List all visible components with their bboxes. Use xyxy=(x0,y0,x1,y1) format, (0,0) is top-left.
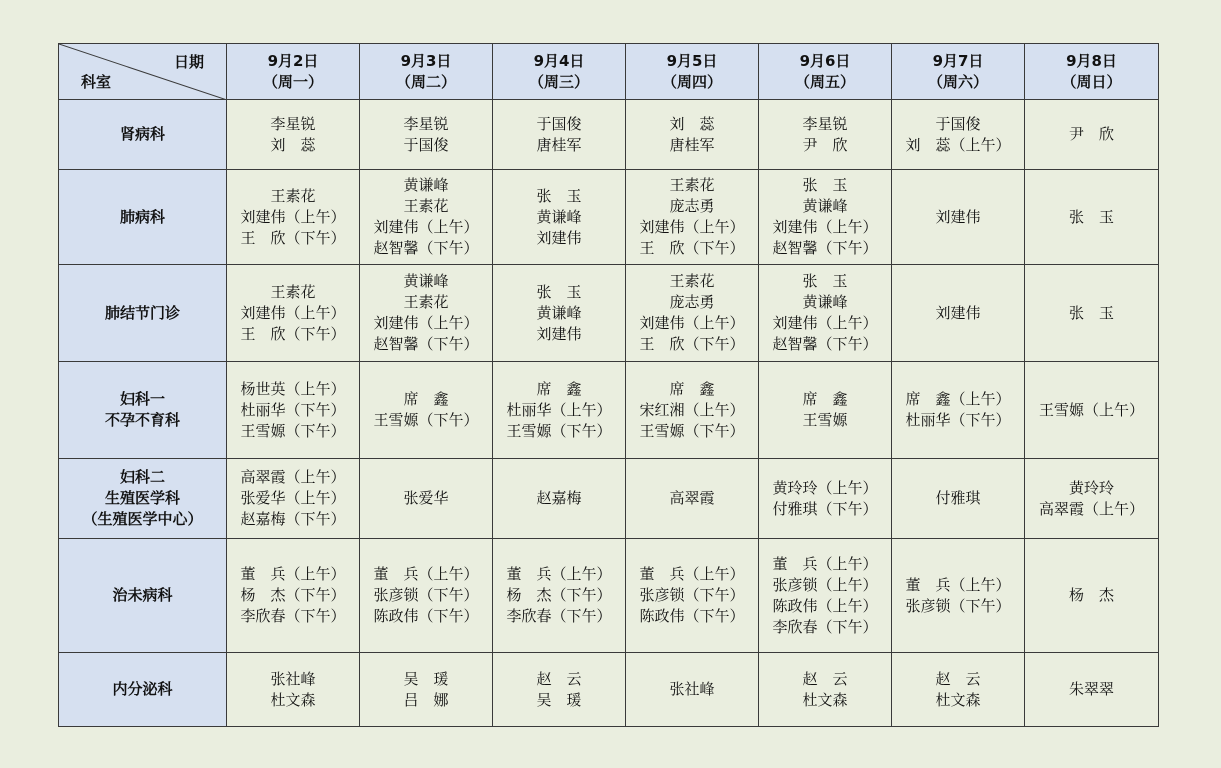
doctor-entry: 王雪嫄（上午） xyxy=(1038,400,1144,419)
doctor-entry: 庞志勇 xyxy=(669,197,715,215)
doctor-entry: 黄谦峰 xyxy=(536,207,582,226)
date-header xyxy=(227,44,360,100)
schedule-cell xyxy=(493,170,626,265)
doctor-entry: 付雅琪 xyxy=(935,489,981,507)
doctor-entry: 杜文森 xyxy=(270,690,316,709)
doctor-entry: 王 欣（下午） xyxy=(639,239,745,257)
date-header xyxy=(360,44,493,100)
doctor-entry: 刘建伟（上午） xyxy=(639,314,745,332)
weekday-label: （周三） xyxy=(528,72,589,91)
schedule-cell xyxy=(227,653,360,727)
schedule-cell xyxy=(759,265,892,362)
department-name: 肺结节门诊 xyxy=(104,303,180,322)
doctor-entry: 张彦锁（下午） xyxy=(373,586,479,604)
schedule-cell xyxy=(759,170,892,265)
department-cell xyxy=(59,362,227,459)
weekday-label: （周日） xyxy=(1061,72,1122,91)
schedule-cell xyxy=(759,459,892,539)
doctor-entry: 唐桂军 xyxy=(669,135,715,154)
schedule-cell xyxy=(1025,265,1159,362)
doctor-entry: 席 鑫 xyxy=(802,390,848,408)
table-row xyxy=(59,459,1159,539)
schedule-cell xyxy=(626,362,759,459)
table-row xyxy=(59,100,1159,170)
doctor-entry: 于国俊 xyxy=(935,114,981,133)
doctor-entry: 王素花 xyxy=(403,293,449,311)
date-label: 9月7日 xyxy=(932,51,984,70)
department-name: 治未病科 xyxy=(112,586,173,604)
doctor-entry: 王 欣（下午） xyxy=(639,335,745,353)
schedule-cell xyxy=(360,265,493,362)
schedule-cell xyxy=(360,459,493,539)
department-cell xyxy=(59,100,227,170)
doctor-entry: 刘 蕊（上午） xyxy=(905,135,1011,154)
schedule-cell xyxy=(360,170,493,265)
doctor-entry: 杜丽华（下午） xyxy=(905,411,1011,429)
doctor-entry: 杜文森 xyxy=(935,690,981,709)
schedule-cell xyxy=(227,539,360,653)
department-name: （生殖医学中心） xyxy=(82,510,203,528)
schedule-cell xyxy=(360,100,493,170)
schedule-cell xyxy=(626,459,759,539)
doctor-entry: 张社峰 xyxy=(669,680,715,698)
doctor-entry: 庞志勇 xyxy=(669,293,715,311)
doctor-entry: 董 兵（上午） xyxy=(506,565,612,583)
doctor-entry: 赵智馨（下午） xyxy=(373,239,479,257)
department-cell xyxy=(59,170,227,265)
doctor-entry: 高翠霞（上午） xyxy=(1038,499,1144,518)
doctor-entry: 王雪嫄（下午） xyxy=(506,421,612,440)
doctor-entry: 张爱华（上午） xyxy=(240,489,346,507)
doctor-entry: 张爱华 xyxy=(403,489,449,507)
doctor-entry: 吴 瑗 xyxy=(403,669,449,688)
schedule-cell xyxy=(493,362,626,459)
weekday-label: （周二） xyxy=(395,72,456,91)
doctor-entry: 刘建伟 xyxy=(536,228,582,247)
date-header xyxy=(626,44,759,100)
weekday-label: （周一） xyxy=(262,72,323,91)
doctor-entry: 于国俊 xyxy=(403,135,449,154)
doctor-entry: 刘建伟（上午） xyxy=(240,207,346,226)
doctor-entry: 黄谦峰 xyxy=(536,303,582,322)
doctor-entry: 杨 杰 xyxy=(1068,586,1114,604)
doctor-entry: 黄谦峰 xyxy=(403,272,449,290)
doctor-entry: 黄谦峰 xyxy=(802,197,848,215)
doctor-entry: 王素花 xyxy=(669,176,715,194)
doctor-entry: 赵智馨（下午） xyxy=(772,335,878,353)
doctor-entry: 陈政伟（下午） xyxy=(373,607,479,625)
department-name: 生殖医学科 xyxy=(104,489,180,507)
date-label: 9月3日 xyxy=(400,51,452,70)
doctor-entry: 王素花 xyxy=(270,186,316,205)
weekday-label: （周六） xyxy=(927,72,988,91)
table-row xyxy=(59,265,1159,362)
schedule-cell xyxy=(892,100,1025,170)
schedule-cell xyxy=(892,653,1025,727)
doctor-entry: 王雪嫄（下午） xyxy=(639,421,745,440)
department-cell xyxy=(59,265,227,362)
doctor-entry: 董 兵（上午） xyxy=(772,554,878,573)
doctor-entry: 黄谦峰 xyxy=(802,293,848,311)
table-row xyxy=(59,362,1159,459)
doctor-entry: 刘建伟（上午） xyxy=(373,314,479,332)
schedule-cell xyxy=(493,100,626,170)
doctor-entry: 赵 云 xyxy=(536,669,582,688)
doctor-entry: 赵嘉梅 xyxy=(536,489,582,507)
doctor-entry: 刘建伟（上午） xyxy=(373,218,479,236)
weekday-label: （周四） xyxy=(661,72,722,91)
corner-header xyxy=(59,44,227,100)
doctor-entry: 黄谦峰 xyxy=(403,176,449,194)
schedule-cell xyxy=(493,653,626,727)
date-label: 9月5日 xyxy=(666,51,718,70)
schedule-cell xyxy=(1025,539,1159,653)
schedule-cell xyxy=(360,653,493,727)
doctor-entry: 陈政伟（下午） xyxy=(639,607,745,625)
doctor-entry: 黄玲玲 xyxy=(1068,478,1114,497)
date-label: 9月2日 xyxy=(267,51,319,70)
doctor-entry: 吕 娜 xyxy=(403,690,449,709)
schedule-cell xyxy=(892,170,1025,265)
department-name: 不孕不育科 xyxy=(104,411,180,429)
doctor-entry: 刘建伟（上午） xyxy=(772,218,878,236)
date-label: 9月8日 xyxy=(1066,51,1117,70)
doctor-entry: 张社峰 xyxy=(270,669,316,688)
schedule-cell xyxy=(626,539,759,653)
date-label: 9月6日 xyxy=(799,51,851,70)
doctor-entry: 杜丽华（下午） xyxy=(240,400,346,419)
schedule-cell xyxy=(626,100,759,170)
doctor-entry: 董 兵（上午） xyxy=(905,575,1011,594)
doctor-entry: 董 兵（上午） xyxy=(373,565,479,583)
doctor-entry: 刘 蕊 xyxy=(669,114,715,133)
doctor-entry: 高翠霞 xyxy=(669,489,715,507)
doctor-entry: 杨 杰（下午） xyxy=(240,586,346,604)
doctor-entry: 赵嘉梅（下午） xyxy=(240,510,346,528)
doctor-entry: 赵 云 xyxy=(802,669,848,688)
doctor-entry: 朱翠翠 xyxy=(1068,680,1114,698)
doctor-entry: 赵智馨（下午） xyxy=(772,239,878,257)
doctor-entry: 付雅琪（下午） xyxy=(772,499,878,518)
doctor-entry: 刘建伟 xyxy=(536,324,582,343)
date-header xyxy=(759,44,892,100)
date-header xyxy=(493,44,626,100)
schedule-body xyxy=(59,100,1159,727)
doctor-entry: 张 玉 xyxy=(536,186,582,205)
table-row xyxy=(59,539,1159,653)
schedule-cell xyxy=(759,362,892,459)
header-row xyxy=(59,44,1159,100)
doctor-entry: 吴 瑗 xyxy=(536,690,582,709)
table-row xyxy=(59,170,1159,265)
doctor-entry: 席 鑫（上午） xyxy=(905,390,1011,408)
doctor-entry: 张彦锁（下午） xyxy=(639,586,745,604)
doctor-entry: 李欣春（下午） xyxy=(240,607,346,625)
schedule-cell xyxy=(227,362,360,459)
schedule-cell xyxy=(892,539,1025,653)
schedule-cell xyxy=(892,459,1025,539)
department-name: 肺病科 xyxy=(119,207,165,226)
department-name: 内分泌科 xyxy=(112,680,173,698)
doctor-entry: 赵智馨（下午） xyxy=(373,335,479,353)
schedule-cell xyxy=(759,539,892,653)
department-name: 妇科二 xyxy=(119,468,165,486)
doctor-entry: 刘建伟（上午） xyxy=(772,314,878,332)
doctor-entry: 李欣春（下午） xyxy=(772,617,878,636)
doctor-entry: 唐桂军 xyxy=(536,135,582,154)
doctor-entry: 刘建伟（上午） xyxy=(639,218,745,236)
schedule-cell xyxy=(360,362,493,459)
doctor-entry: 席 鑫 xyxy=(669,379,715,398)
date-header xyxy=(892,44,1025,100)
department-name: 妇科一 xyxy=(119,390,165,408)
schedule-cell xyxy=(892,265,1025,362)
schedule-cell xyxy=(1025,459,1159,539)
schedule-cell xyxy=(626,265,759,362)
schedule-cell xyxy=(227,265,360,362)
schedule-cell xyxy=(1025,100,1159,170)
doctor-entry: 李星锐 xyxy=(403,114,449,133)
doctor-entry: 于国俊 xyxy=(536,114,582,133)
doctor-entry: 刘建伟（上午） xyxy=(240,303,346,322)
corner-dept-label: 科室 xyxy=(81,73,112,91)
department-name: 肾病科 xyxy=(119,125,165,143)
doctor-entry: 李星锐 xyxy=(270,114,316,133)
schedule-table xyxy=(58,43,1159,727)
doctor-entry: 张 玉 xyxy=(536,282,582,301)
doctor-entry: 张彦锁（下午） xyxy=(905,596,1011,615)
doctor-entry: 杨 杰（下午） xyxy=(506,586,612,604)
schedule-cell xyxy=(493,459,626,539)
doctor-entry: 王雪嫄 xyxy=(802,411,848,429)
doctor-entry: 刘建伟 xyxy=(935,207,981,226)
doctor-entry: 李星锐 xyxy=(802,114,848,133)
doctor-entry: 尹 欣 xyxy=(802,135,848,154)
schedule-cell xyxy=(626,653,759,727)
doctor-entry: 张 玉 xyxy=(1068,207,1114,226)
department-cell xyxy=(59,539,227,653)
date-label: 9月4日 xyxy=(533,51,585,70)
doctor-entry: 王素花 xyxy=(403,197,449,215)
doctor-entry: 杨世英（上午） xyxy=(240,379,346,398)
doctor-entry: 王 欣（下午） xyxy=(240,228,346,247)
department-cell xyxy=(59,459,227,539)
doctor-entry: 张 玉 xyxy=(802,176,848,194)
doctor-entry: 尹 欣 xyxy=(1068,125,1114,143)
schedule-cell xyxy=(1025,653,1159,727)
doctor-entry: 宋红湘（上午） xyxy=(639,400,745,419)
schedule-cell xyxy=(227,459,360,539)
schedule-cell xyxy=(360,539,493,653)
date-header xyxy=(1025,44,1159,100)
doctor-entry: 董 兵（上午） xyxy=(240,565,346,583)
doctor-entry: 席 鑫 xyxy=(403,390,449,408)
doctor-entry: 张彦锁（上午） xyxy=(772,575,878,594)
corner-date-label: 日期 xyxy=(173,53,204,71)
schedule-cell xyxy=(759,100,892,170)
weekday-label: （周五） xyxy=(794,72,855,91)
department-cell xyxy=(59,653,227,727)
doctor-entry: 王雪嫄（下午） xyxy=(373,411,479,429)
doctor-entry: 王 欣（下午） xyxy=(240,324,346,343)
doctor-entry: 刘建伟 xyxy=(935,303,981,322)
schedule-cell xyxy=(493,265,626,362)
doctor-entry: 王雪嫄（下午） xyxy=(240,421,346,440)
schedule-cell xyxy=(1025,170,1159,265)
doctor-entry: 董 兵（上午） xyxy=(639,565,745,583)
schedule-cell xyxy=(227,170,360,265)
doctor-entry: 赵 云 xyxy=(935,669,981,688)
doctor-entry: 王素花 xyxy=(669,272,715,290)
doctor-entry: 席 鑫 xyxy=(536,379,582,398)
schedule-cell xyxy=(227,100,360,170)
doctor-entry: 张 玉 xyxy=(802,272,848,290)
doctor-entry: 黄玲玲（上午） xyxy=(772,478,878,497)
doctor-entry: 王素花 xyxy=(270,282,316,301)
schedule-cell xyxy=(892,362,1025,459)
doctor-entry: 高翠霞（上午） xyxy=(240,468,346,486)
doctor-entry: 杜文森 xyxy=(802,690,848,709)
doctor-entry: 杜丽华（上午） xyxy=(506,400,612,419)
schedule-cell xyxy=(626,170,759,265)
doctor-entry: 李欣春（下午） xyxy=(506,607,612,625)
schedule-cell xyxy=(759,653,892,727)
doctor-entry: 刘 蕊 xyxy=(270,135,316,154)
doctor-entry: 张 玉 xyxy=(1068,303,1114,322)
doctor-entry: 陈政伟（上午） xyxy=(772,596,878,615)
schedule-cell xyxy=(493,539,626,653)
schedule-cell xyxy=(1025,362,1159,459)
table-row xyxy=(59,653,1159,727)
